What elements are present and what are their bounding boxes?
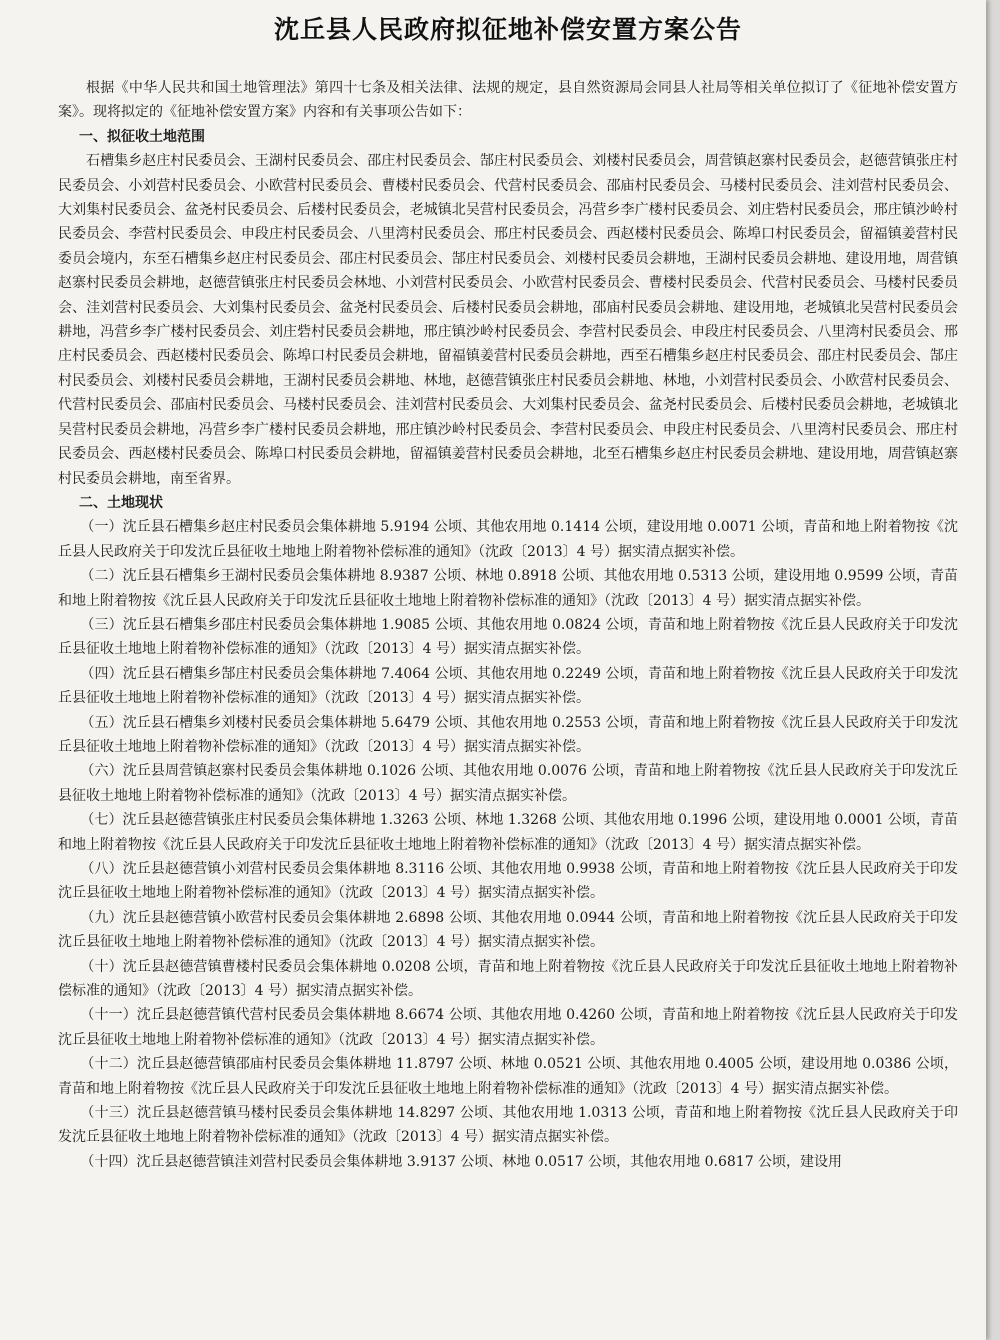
status-item: （八）沈丘县赵德营镇小刘营村民委员会集体耕地 8.3116 公顷、其他农用地 0.9938 公顷，青苗和地上附着物按《沈丘县人民政府关于印发沈丘县征收土地地上附着物补偿标准的通知》（沈政〔2013〕4 号）据实清点据实补偿。 bbox=[58, 861, 958, 902]
intro-paragraph: 根据《中华人民共和国土地管理法》第四十七条及相关法律、法规的规定，县自然资源局会同县人社局等相关单位拟订了《征地补偿安置方案》。现将拟定的《征地补偿安置方案》内容和有关事项公告如下： bbox=[58, 80, 958, 121]
status-item: （十四）沈丘县赵德营镇洼刘营村民委员会集体耕地 3.9137 公顷、林地 0.0517 公顷，其他农用地 0.6817 公顷，建设用 bbox=[80, 1153, 843, 1170]
status-item: （三）沈丘县石槽集乡邵庄村民委员会集体耕地 1.9085 公顷、其他农用地 0.0824 公顷，青苗和地上附着物按《沈丘县人民政府关于印发沈丘县征收土地地上附着物补偿标准的通知》（沈政〔2013〕4 号）据实清点据实补偿。 bbox=[58, 616, 958, 658]
scope-paragraph: 石槽集乡赵庄村民委员会、王湖村民委员会、邵庄村民委员会、郜庄村民委员会、刘楼村民委员会，周营镇赵寨村民委员会，赵德营镇张庄村民委员会、小刘营村民委员会、小欧营村民委员会、曹楼村民委员会、代营村民委员会、邵庙村民委员会、马楼村民委员会、洼刘营村民委员会、大刘集村民委员会、盆尧村民委员会、后楼村民委员会，老城镇北吴营村民委员会，冯营乡李广楼村民委员会、刘庄砦村民委员会，邢庄镇沙岭村民委员会、李营村民委员会、申段庄村民委员会、八里湾村民委员会、邢庄村民委员会、西赵楼村民委员会、陈埠口村民委员会，留福镇姜营村民委员会境内，东至石槽集乡赵庄村民委员会、邵庄村民委员会、郜庄村民委员会、刘楼村民委员会耕地，王湖村民委员会耕地、建设用地，周营镇赵寨村民委员会耕地，赵德营镇张庄村民委员会林地、小刘营村民委员会、小欧营村民委员会、曹楼村民委员会、代营村民委员会、马楼村民委员会、洼刘营村民委员会、大刘集村民委员会、盆尧村民委员会、后楼村民委员会耕地，邵庙村民委员会耕地、建设用地，老城镇北吴营村民委员会耕地，冯营乡李广楼村民委员会、刘庄砦村民委员会耕地，邢庄镇沙岭村民委员会、李营村民委员会、申段庄村民委员会、八里湾村民委员会、邢庄村民委员会、西赵楼村民委员会、陈埠口村民委员会耕地，留福镇姜营村民委员会耕地，西至石槽集乡赵庄村民委员会、邵庄村民委员会、郜庄村民委员会、刘楼村民委员会耕地，王湖村民委员会耕地、林地，赵德营镇张庄村民委员会耕地、林地，小刘营村民委员会、小欧营村民委员会、代营村民委员会、邵庙村民委员会、马楼村民委员会、洼刘营村民委员会、大刘集村民委员会、盆尧村民委员会、后楼村民委员会耕地，老城镇北吴营村民委员会耕地，冯营乡李广楼村民委员会耕地，邢庄镇沙岭村民委员会、李营村民委员会、申段庄村民委员会、八里湾村民委员会、邢庄村民委员会、西赵楼村民委员会、陈埠口村民委员会耕地，留福镇姜营村民委员会耕地，北至石槽集乡赵庄村民委员会耕地、建设用地，周营镇赵寨村民委员会耕地，南至省界。 bbox=[58, 153, 958, 487]
status-item: （十）沈丘县赵德营镇曹楼村民委员会集体耕地 0.0208 公顷，青苗和地上附着物按《沈丘县人民政府关于印发沈丘县征收土地地上附着物补偿标准的通知》（沈政〔2013〕4 号）据实清点据实补偿。 bbox=[58, 958, 958, 1000]
status-item: （四）沈丘县石槽集乡郜庄村民委员会集体耕地 7.4064 公顷、其他农用地 0.2249 公顷，青苗和地上附着物按《沈丘县人民政府关于印发沈丘县征收土地地上附着物补偿标准的通知》（沈政〔2013〕4 号）据实清点据实补偿。 bbox=[58, 665, 958, 707]
document-title: 沈丘县人民政府拟征地补偿安置方案公告 bbox=[273, 15, 742, 44]
document-body bbox=[58, 10, 958, 1174]
status-item: （十一）沈丘县赵德营镇代营村民委员会集体耕地 8.6674 公顷、其他农用地 0.4260 公顷，青苗和地上附着物按《沈丘县人民政府关于印发沈丘县征收土地地上附着物补偿标准的通知》（沈政〔2013〕4 号）据实清点据实补偿。 bbox=[58, 1007, 958, 1048]
document-content bbox=[58, 76, 958, 1174]
status-item: （十二）沈丘县赵德营镇邵庙村民委员会集体耕地 11.8797 公顷、林地 0.0521 公顷、其他农用地 0.4005 公顷，建设用地 0.0386 公顷，青苗和地上附着物按《沈丘县人民政府关于印发沈丘县征收土地地上附着物补偿标准的通知》（沈政〔2013〕4 号）据实清点据实补偿。 bbox=[58, 1056, 958, 1097]
status-item: （九）沈丘县赵德营镇小欧营村民委员会集体耕地 2.6898 公顷、其他农用地 0.0944 公顷，青苗和地上附着物按《沈丘县人民政府关于印发沈丘县征收土地地上附着物补偿标准的通知》（沈政〔2013〕4 号）据实清点据实补偿。 bbox=[58, 909, 958, 951]
section-heading-scope: 一、拟征收土地范围 bbox=[79, 128, 205, 145]
status-item: （一）沈丘县石槽集乡赵庄村民委员会集体耕地 5.9194 公顷、其他农用地 0.1414 公顷，建设用地 0.0071 公顷，青苗和地上附着物按《沈丘县人民政府关于印发沈丘县征收土地地上附着物补偿标准的通知》（沈政〔2013〕4 号）据实清点据实补偿。 bbox=[58, 519, 958, 560]
status-item: （五）沈丘县石槽集乡刘楼村民委员会集体耕地 5.6479 公顷、其他农用地 0.2553 公顷，青苗和地上附着物按《沈丘县人民政府关于印发沈丘县征收土地地上附着物补偿标准的通知》（沈政〔2013〕4 号）据实清点据实补偿。 bbox=[58, 714, 958, 755]
status-item: （七）沈丘县赵德营镇张庄村民委员会集体耕地 1.3263 公顷、林地 1.3268 公顷、其他农用地 0.1996 公顷，建设用地 0.0001 公顷，青苗和地上附着物按《沈丘县人民政府关于印发沈丘县征收土地地上附着物补偿标准的通知》（沈政〔2013〕4 号）据实清点据实补偿。 bbox=[58, 812, 958, 853]
status-item: （六）沈丘县周营镇赵寨村民委员会集体耕地 0.1026 公顷、其他农用地 0.0076 公顷，青苗和地上附着物按《沈丘县人民政府关于印发沈丘县征收土地地上附着物补偿标准的通知》（沈政〔2013〕4 号）据实清点据实补偿。 bbox=[58, 763, 958, 804]
status-item: （二）沈丘县石槽集乡王湖村民委员会集体耕地 8.9387 公顷、林地 0.8918 公顷、其他农用地 0.5313 公顷，建设用地 0.9599 公顷，青苗和地上附着物按《沈丘县人民政府关于印发沈丘县征收土地地上附着物补偿标准的通知》（沈政〔2013〕4 号）据实清点据实补偿。 bbox=[58, 568, 958, 609]
status-item: （十三）沈丘县赵德营镇马楼村民委员会集体耕地 14.8297 公顷、其他农用地 1.0313 公顷，青苗和地上附着物按《沈丘县人民政府关于印发沈丘县征收土地地上附着物补偿标准的通知》（沈政〔2013〕4 号）据实清点据实补偿。 bbox=[58, 1105, 958, 1146]
section-heading-status: 二、土地现状 bbox=[79, 494, 163, 511]
